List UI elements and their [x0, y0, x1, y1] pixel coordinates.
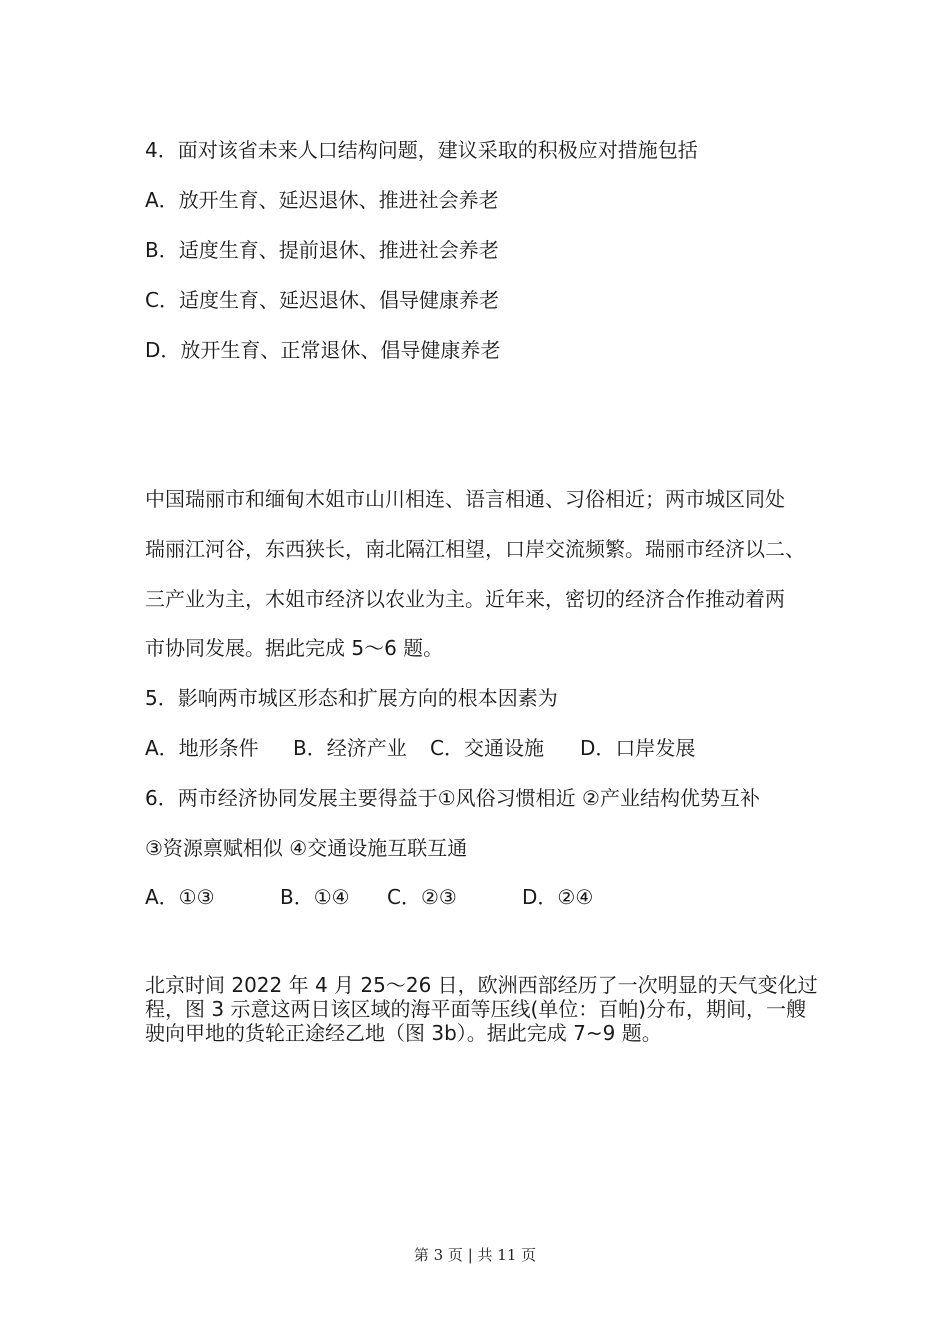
- q4-option-b: B．适度生育、提前退休、推进社会养老: [145, 238, 499, 262]
- passage1-line: 三产业为主，木姐市经济以农业为主。近年来，密切的经济合作推动着两: [145, 587, 785, 611]
- q4-option-a: A．放开生育、延迟退休、推进社会养老: [145, 188, 499, 212]
- passage1-line: 中国瑞丽市和缅甸木姐市山川相连、语言相通、习俗相近；两市城区同处: [145, 487, 785, 511]
- q6-option-d: D．②④: [522, 885, 594, 909]
- passage2-line: 程，图 3 示意这两日该区域的海平面等压线(单位：百帕)分布，期间，一艘: [145, 997, 807, 1021]
- q6-stem-line1: 6．两市经济协同发展主要得益于①风俗习惯相近 ②产业结构优势互补: [145, 786, 760, 810]
- passage2-line: 驶向甲地的货轮正途经乙地（图 3b）。据此完成 7~9 题。: [145, 1021, 662, 1045]
- q5-stem: 5．影响两市城区形态和扩展方向的根本因素为: [145, 686, 558, 710]
- passage2-line: 北京时间 2022 年 4 月 25～26 日，欧洲西部经历了一次明显的天气变化过: [145, 973, 818, 997]
- page-footer: 第 3 页 | 共 11 页: [413, 1246, 537, 1264]
- passage1-line: 市协同发展。据此完成 5～6 题。: [145, 636, 444, 660]
- q5-option-a: A．地形条件: [145, 736, 259, 760]
- q5-option-c: C．交通设施: [430, 736, 544, 760]
- q4-option-c: C．适度生育、延迟退休、倡导健康养老: [145, 288, 499, 312]
- q6-option-c: C．②③: [387, 885, 457, 909]
- q5-options: [145, 736, 765, 760]
- q5-option-b: B．经济产业: [293, 736, 407, 760]
- q6-option-b: B．①④: [280, 885, 350, 909]
- q5-option-d: D．口岸发展: [580, 736, 696, 760]
- passage1-line: 瑞丽江河谷，东西狭长，南北隔江相望，口岸交流频繁。瑞丽市经济以二、: [145, 537, 805, 561]
- q4-stem: 4．面对该省未来人口结构问题，建议采取的积极应对措施包括: [145, 138, 698, 162]
- q6-options: [145, 885, 765, 909]
- q6-option-a: A．①③: [145, 885, 215, 909]
- q4-option-d: D．放开生育、正常退休、倡导健康养老: [145, 338, 501, 362]
- q6-stem-line2: ③资源禀赋相似 ④交通设施互联互通: [145, 836, 468, 860]
